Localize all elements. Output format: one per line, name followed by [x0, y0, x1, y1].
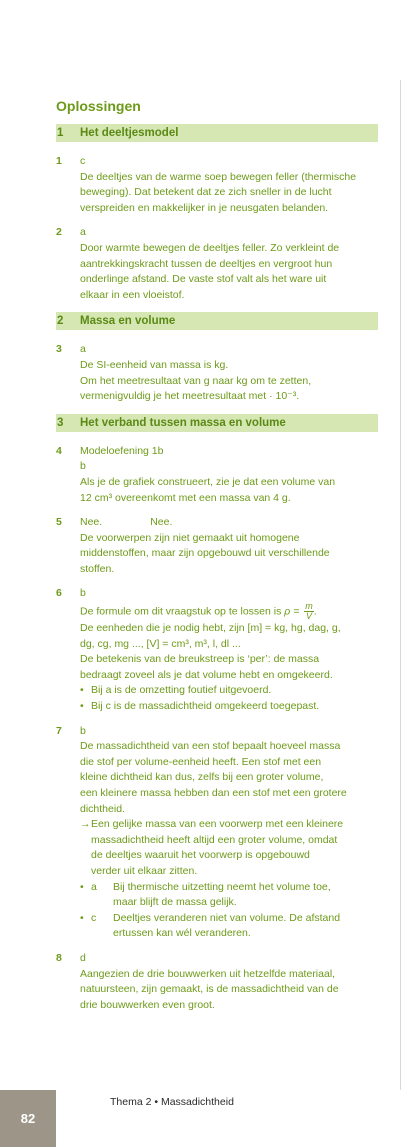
text-line: verspreiden en makkelijker in je neusgaten belanden.: [80, 201, 329, 214]
section-header-3: [56, 414, 378, 432]
text-line: De SI-eenheid van massa is kg.: [80, 358, 229, 371]
text-line: aantrekkingskracht tussen de deeltjes en vergroot hun: [80, 257, 333, 270]
answer-letter: a: [80, 226, 86, 239]
formula-suffix: .: [313, 605, 317, 618]
answer-reference: Modeloefening 1b: [80, 444, 164, 457]
question-1: [56, 154, 378, 216]
page-title: Oplossingen: [56, 98, 141, 114]
answer-letter: a: [80, 343, 86, 356]
text-line: drie bouwwerken even groot.: [80, 998, 215, 1011]
bullet-icon: •: [80, 880, 84, 893]
text-line: de deeltjes waaruit het voorwerp is opgebouwd: [91, 849, 310, 862]
answer-second: Nee.: [150, 516, 173, 529]
answer-letter: c: [80, 155, 86, 167]
bullet-icon: •: [80, 911, 84, 924]
text-line: vermenigvuldig je het meetresultaat met · 10⁻³.: [80, 390, 300, 403]
bullet-text: Bij a is de omzetting foutief uitgevoerd.: [91, 684, 272, 697]
question-4: [56, 444, 378, 506]
text-line: stoffen.: [80, 562, 115, 575]
question-8: [56, 951, 378, 1013]
text-line: Als je de grafiek construeert, zie je dat een volume van: [80, 475, 336, 488]
bullet-icon: •: [80, 700, 84, 713]
answer-letter: b: [80, 724, 86, 737]
question-number: 1: [56, 155, 62, 167]
question-number: 4: [56, 444, 62, 457]
text-line: De betekenis van de breukstreep is ‘per’: de massa: [80, 653, 320, 666]
text-line: De voorwerpen zijn niet gemaakt uit homogene: [80, 531, 300, 544]
text-line: bedraagt zoveel als je dat volume hebt en omgekeerd.: [80, 668, 333, 681]
question-6: [56, 586, 378, 714]
question-number: 7: [56, 724, 62, 737]
text-line: beweging). Dat betekent dat ze zich sneller in de lucht: [80, 186, 332, 199]
bullet-item: [80, 880, 378, 911]
section-header-2: [56, 312, 378, 330]
formula-fraction: [304, 602, 314, 621]
answer-first: Nee.: [80, 516, 103, 529]
text-line: die stof per volume-eenheid heeft. Een stof met een: [80, 755, 322, 768]
text-line: ertussen kan wél veranderen.: [113, 927, 251, 940]
text-line: natuursteen, zijn gemaakt, is de massadichtheid van de: [80, 983, 339, 996]
text-line: Om het meetresultaat van g naar kg om te zetten,: [80, 374, 312, 387]
text-line: een kleinere massa hebben dan een stof met een grotere: [80, 787, 347, 799]
text-line: elkaar in een vloeistof.: [80, 288, 185, 301]
question-number: 5: [56, 516, 62, 529]
text-line: Aangezien de drie bouwwerken uit hetzelfde materiaal,: [80, 967, 336, 980]
text-line: 12 cm³ overeenkomt met een massa van 4 g.: [80, 491, 291, 504]
footer-chapter-title: Thema 2 • Massadichtheid: [110, 1096, 234, 1108]
page-number-box: [0, 1090, 56, 1147]
text-line: massadichtheid heeft altijd een groter volume, omdat: [91, 833, 338, 846]
text-line: De eenheden die je nodig hebt, zijn [m] = kg, hg, dag, g,: [80, 622, 341, 635]
text-line: middenstoffen, maar zijn opgebouwd uit verschillende: [80, 547, 330, 560]
text-line: De deeltjes van de warme soep bewegen feller (thermische: [80, 170, 357, 183]
answer-letter: d: [80, 951, 86, 964]
arrow-item: [80, 817, 378, 879]
bullet-letter: a: [91, 880, 97, 893]
text-line: onderlinge afstand. De vaste stof valt als het ware uit: [80, 273, 327, 286]
formula-line: [80, 602, 378, 621]
section-number: 1: [57, 127, 64, 139]
formula-prefix: De formule om dit vraagstuk op te lossen is: [80, 605, 285, 618]
question-2: [56, 225, 378, 303]
question-5: [56, 515, 378, 577]
text-line: De massadichtheid van een stof bepaalt hoeveel massa: [80, 740, 341, 753]
text-line: kleine dichtheid kan dus, zelfs bij een groter volume,: [80, 771, 324, 784]
section-number: 2: [57, 315, 64, 328]
text-line: verder uit elkaar zitten.: [91, 864, 198, 877]
question-7: [56, 724, 378, 942]
section-title: Het deeltjesmodel: [80, 127, 179, 139]
arrow-right-icon: →: [80, 818, 91, 831]
bullet-icon: •: [80, 684, 84, 697]
bullet-item: [80, 683, 378, 699]
question-3: [56, 342, 378, 404]
question-number: 2: [56, 226, 62, 239]
text-line: Een gelijke massa van een voorwerp met een kleinere: [91, 818, 344, 831]
bullet-item: [80, 699, 378, 715]
section-header-1: [56, 124, 378, 142]
text-line: maar blijft de massa gelijk.: [113, 896, 237, 909]
question-number: 3: [56, 343, 62, 356]
question-number: 8: [56, 951, 62, 964]
answer-letter: b: [80, 460, 86, 473]
text-line: dg, cg, mg ..., [V] = cm³, m³, l, dl ...: [80, 637, 241, 650]
text-line: dichtheid.: [80, 802, 125, 815]
bullet-letter: c: [91, 911, 97, 924]
formula-lhs: ρ =: [284, 605, 303, 618]
page-number: 82: [20, 1111, 36, 1126]
fraction-numerator: m: [305, 601, 313, 612]
answer-letter: b: [80, 587, 86, 600]
fraction-denominator: V: [305, 611, 312, 622]
section-title: Massa en volume: [80, 315, 176, 328]
question-number: 6: [56, 587, 62, 600]
text-line: Door warmte bewegen de deeltjes feller. Zo verkleint de: [80, 241, 340, 254]
bullet-text: Bij c is de massadichtheid omgekeerd toegepast.: [91, 700, 320, 713]
solutions-content: [56, 96, 378, 1022]
text-line: Bij thermische uitzetting neemt het volume toe,: [113, 880, 331, 893]
bullet-item: [80, 911, 378, 942]
section-title: Het verband tussen massa en volume: [80, 416, 286, 429]
text-line: Deeltjes veranderen niet van volume. De afstand: [113, 911, 341, 924]
section-number: 3: [57, 416, 64, 429]
